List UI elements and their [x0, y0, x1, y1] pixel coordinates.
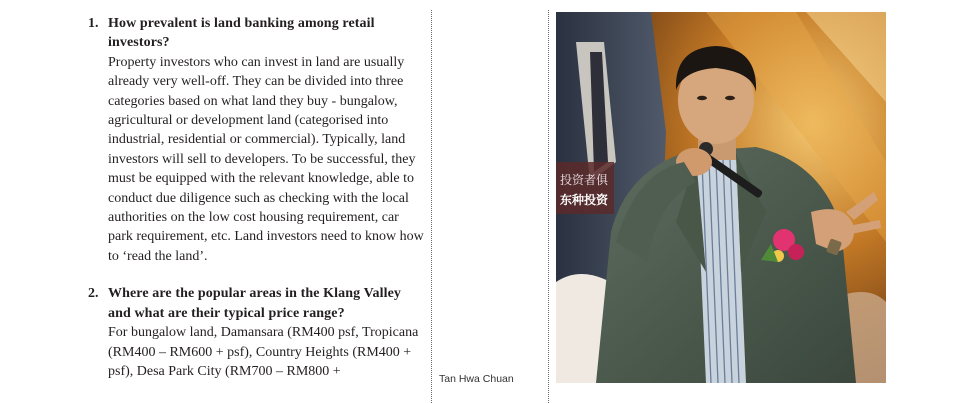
question-1-title: How prevalent is land banking among retail investors?: [108, 16, 375, 51]
column-divider-left: [431, 10, 432, 403]
question-1: [88, 14, 424, 266]
question-2-title: Where are the popular areas in the Klang Valley and what are their typical price range?: [108, 286, 402, 321]
article-column: [88, 14, 424, 399]
banner-text-1: 投资者俱: [560, 173, 609, 187]
column-divider-right: [548, 10, 549, 403]
photo-caption: Tan Hwa Chuan: [439, 373, 514, 385]
speaker-photo: [556, 12, 886, 383]
question-2: [88, 284, 424, 381]
question-2-answer: For bungalow land, Damansara (RM400 psf, Tropicana (RM400 – RM600 + psf), Country Heights (RM400 + psf), Desa Park City (RM700 – RM800 +: [108, 325, 419, 379]
banner-text-2: 东种投资: [560, 193, 609, 207]
question-1-answer: Property investors who can invest in land are usually already very well-off. They can be divided into three categories based on what land they buy - bungalow, agricultural or development land (categorised into industrial, residential or commercial). Typically, land investors will sell to developers. To be successful, they must be equipped with the relevant knowledge, able to conduct due diligence such as checking with the local authorities on the low cost housing requirement, car park requirement, etc. Land investors need to know how to ‘read the land’.: [108, 54, 424, 264]
question-1-number: 1.: [88, 16, 99, 31]
question-2-number: 2.: [88, 286, 99, 302]
speaker-illustration: [556, 12, 886, 383]
